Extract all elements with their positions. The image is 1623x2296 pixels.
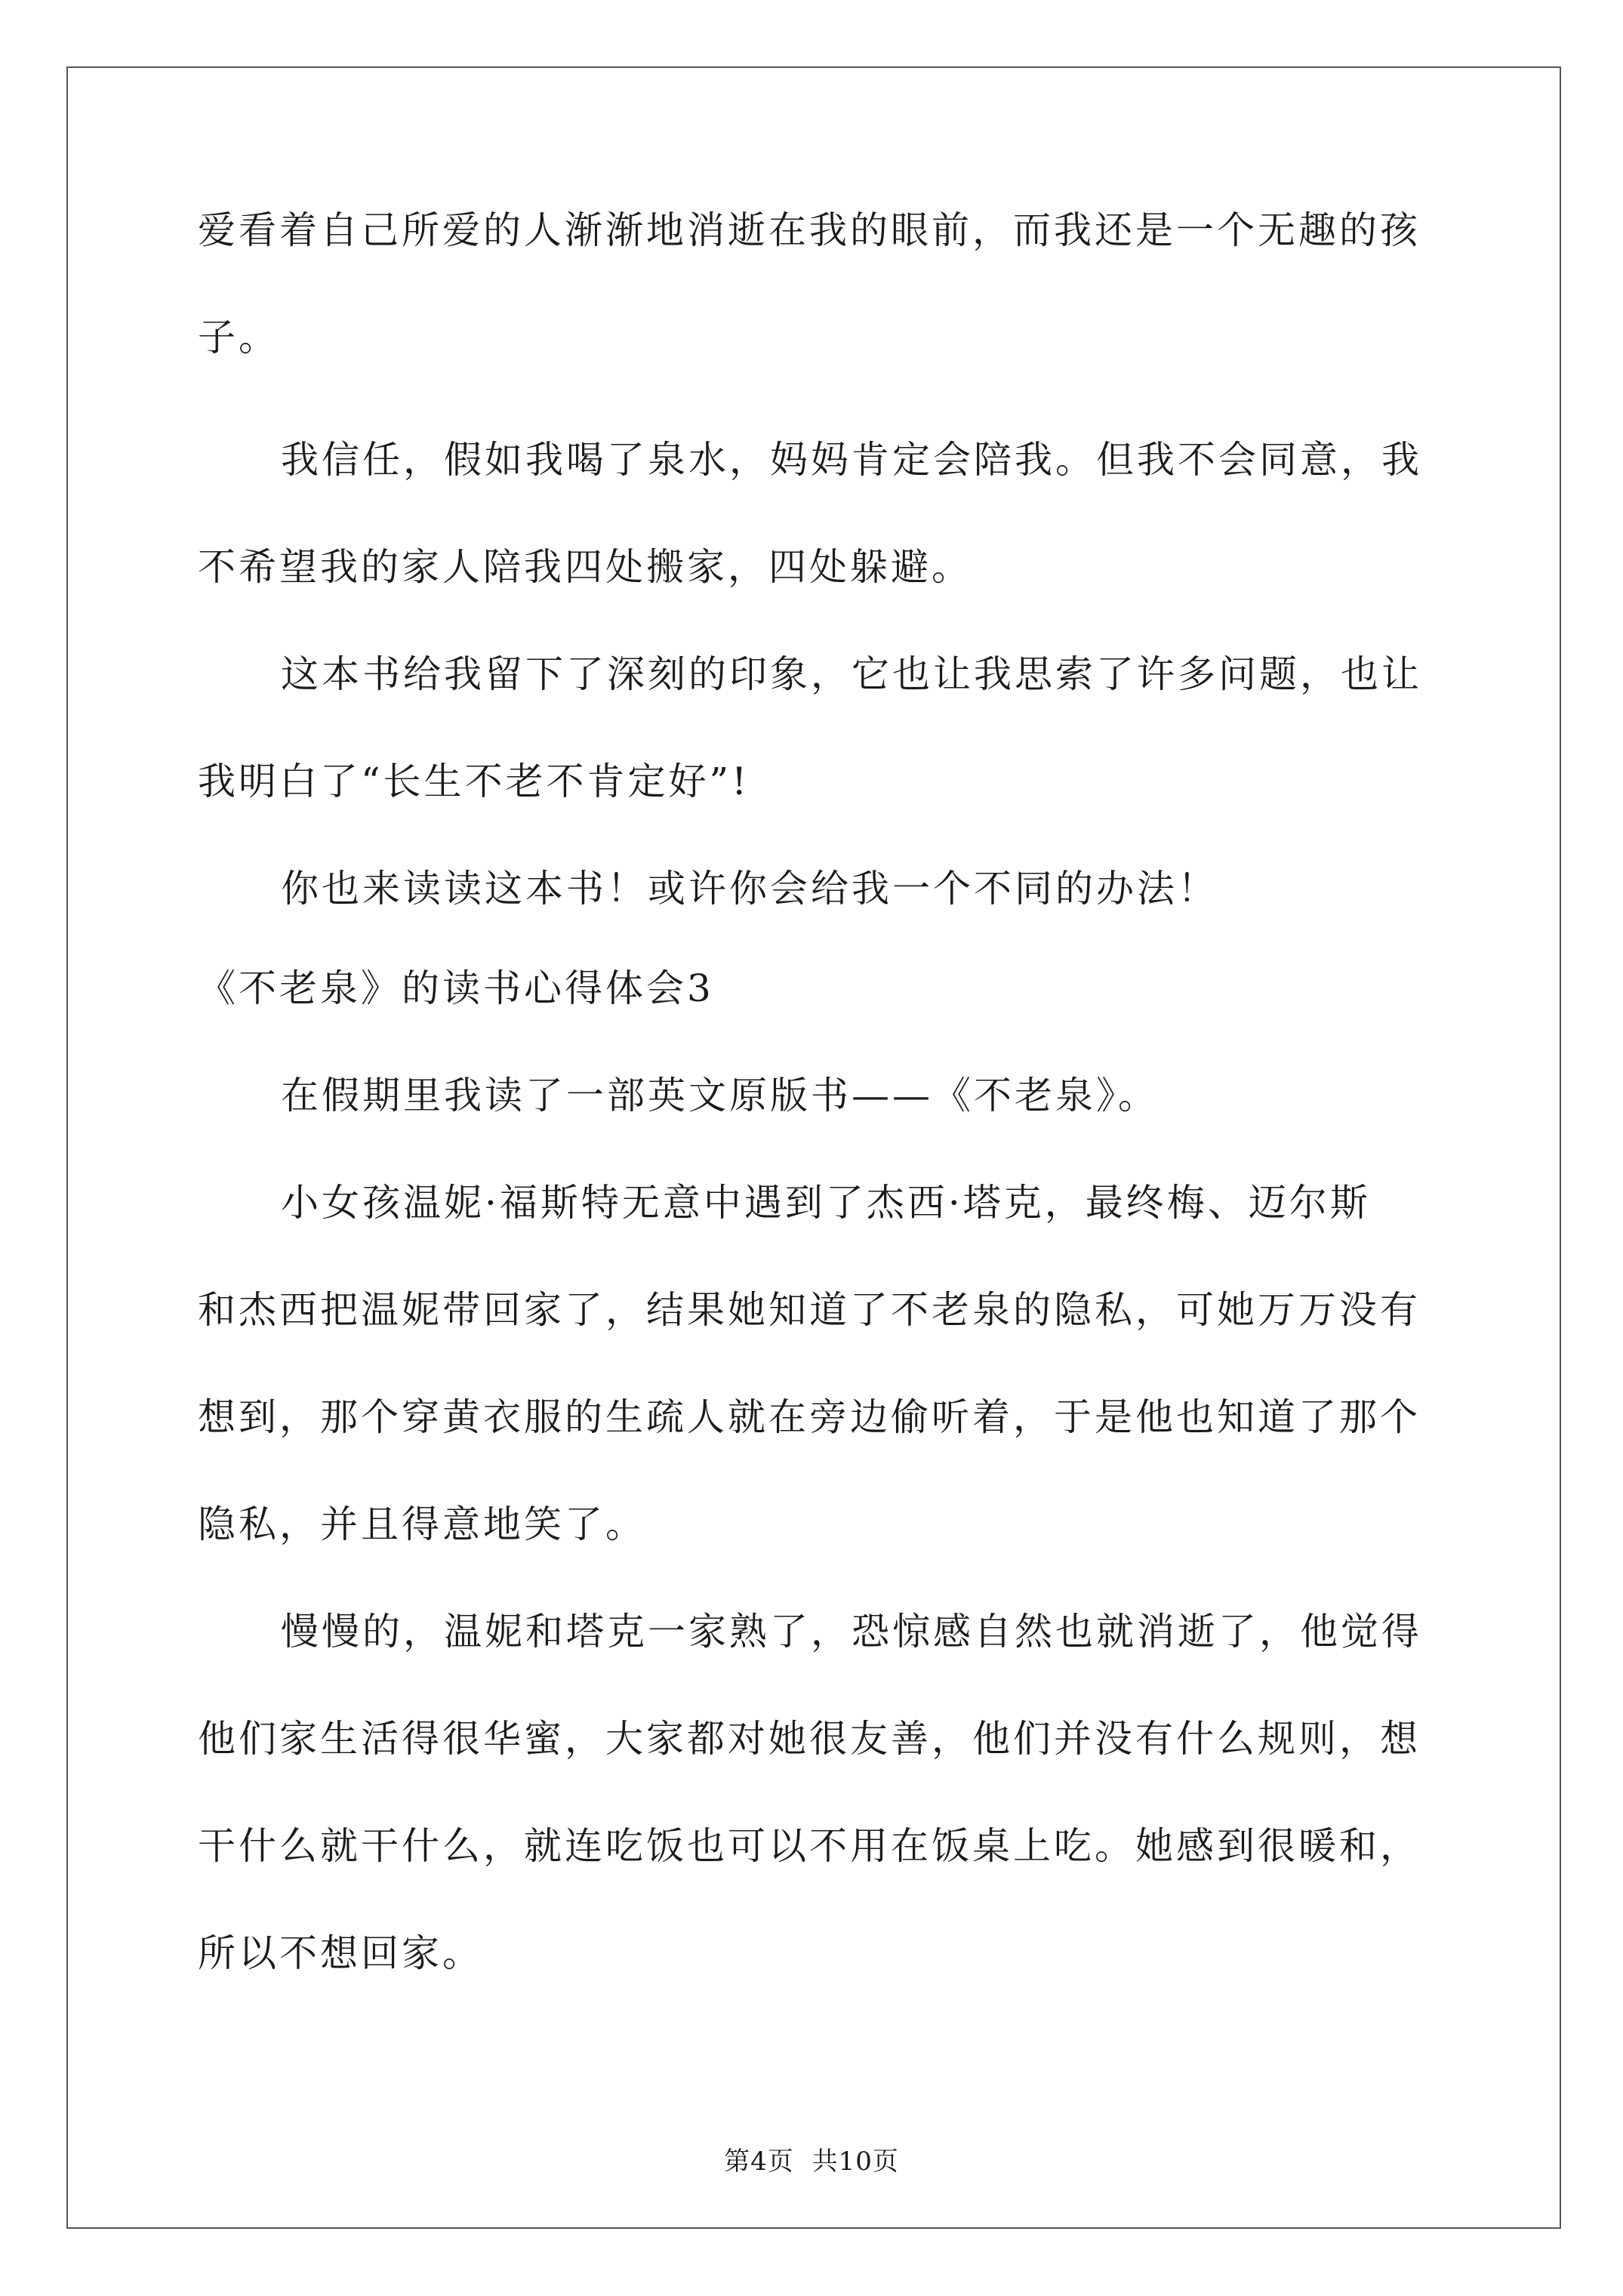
page-border <box>66 66 1561 2229</box>
page-total: 共10页 <box>812 2147 899 2177</box>
text-line: 子。 <box>198 316 279 359</box>
text-line: 在假期里我读了一部英文原版书——《不老泉》。 <box>281 1074 1159 1117</box>
text-line: 小女孩温妮·福斯特无意中遇到了杰西·塔克，最终梅、迈尔斯 <box>281 1181 1371 1225</box>
text-line: 他们家生活得很华蜜，大家都对她很友善，他们并没有什么规则，想 <box>198 1717 1421 1761</box>
page-footer <box>0 2140 1623 2177</box>
text-line: 你也来读读这本书！或许你会给我一个不同的办法！ <box>281 867 1218 911</box>
text-line: 慢慢的，温妮和塔克一家熟了，恐惊感自然也就消逝了，他觉得 <box>281 1610 1422 1653</box>
section-heading: 《不老泉》的读书心得体会3 <box>198 966 714 1010</box>
text-line: 我明白了“长生不老不肯定好”! <box>198 760 750 803</box>
text-line: 我信任，假如我喝了泉水，妈妈肯定会陪我。但我不会同意，我 <box>281 438 1422 482</box>
text-line: 这本书给我留下了深刻的印象，它也让我思索了许多问题，也让 <box>281 652 1422 696</box>
text-line: 爱看着自己所爱的人渐渐地消逝在我的眼前，而我还是一个无趣的孩 <box>198 208 1421 252</box>
page-number: 第4页 <box>724 2147 794 2177</box>
text-line: 和杰西把温妮带回家了，结果她知道了不老泉的隐私，可她万万没有 <box>198 1288 1421 1332</box>
text-line: 想到，那个穿黄衣服的生疏人就在旁边偷听着，于是他也知道了那个 <box>198 1395 1421 1439</box>
text-line: 不希望我的家人陪我四处搬家，四处躲避。 <box>198 545 972 589</box>
text-line: 隐私，并且得意地笑了。 <box>198 1502 646 1546</box>
text-line: 干什么就干什么，就连吃饭也可以不用在饭桌上吃。她感到很暖和， <box>198 1824 1421 1868</box>
text-line: 所以不想回家。 <box>198 1931 483 1975</box>
